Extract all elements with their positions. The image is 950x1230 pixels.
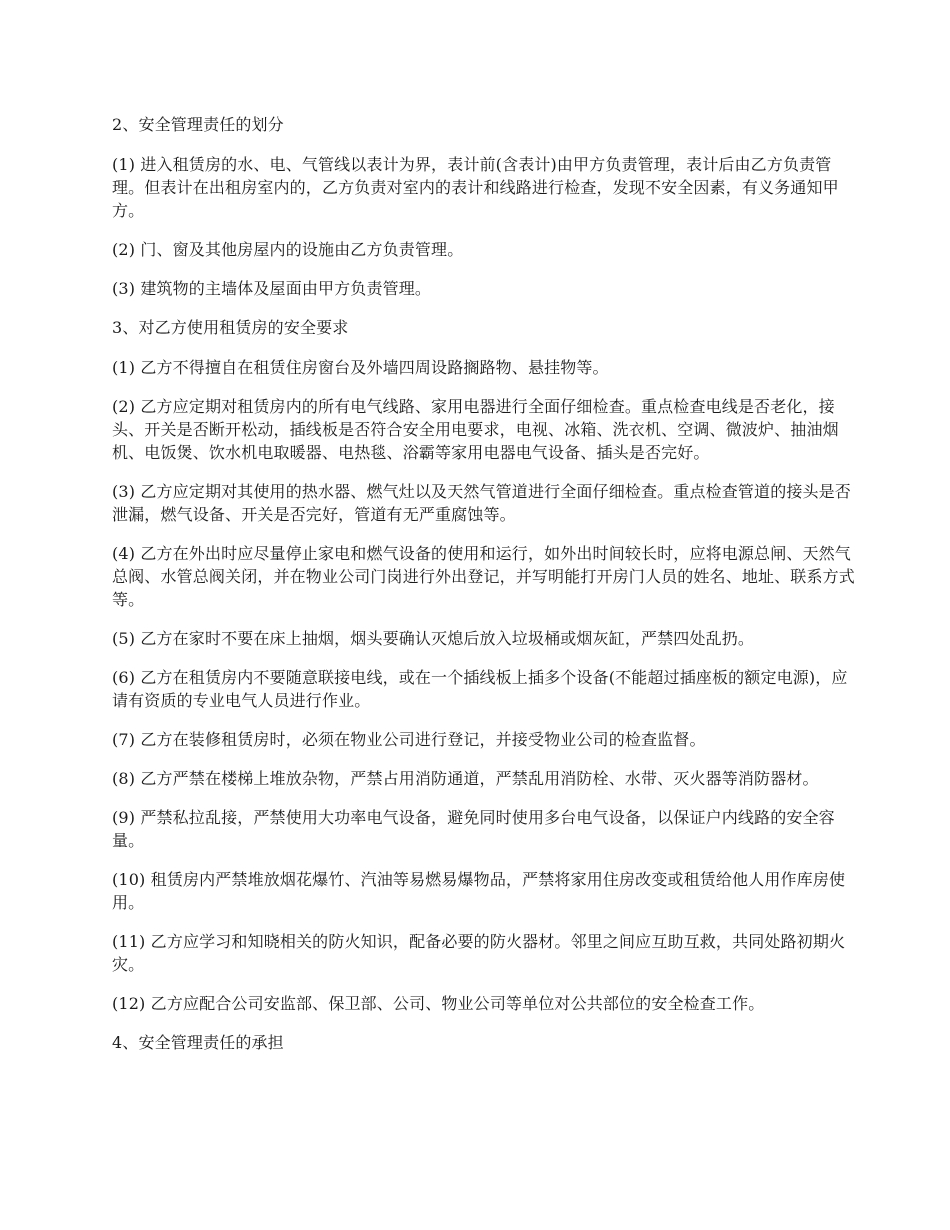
paragraph: (8) 乙方严禁在楼梯上堆放杂物，严禁占用消防通道，严禁乱用消防栓、水带、灭火器等消防器材。 [112,769,819,788]
paragraph: (7) 乙方在装修租赁房时，必须在物业公司进行登记，并接受物业公司的检查监督。 [112,730,706,749]
paragraph: (6) 乙方在租赁房内不要随意联接电线，或在一个插线板上插多个设备(不能超过插座板的额定电源)，应请有资质的专业电气人员进行作业。 [112,668,848,710]
paragraph: (1) 进入租赁房的水、电、气管线以表计为界，表计前(含表计)由甲方负责管理，表计后由乙方负责管理。但表计在出租房室内的，乙方负责对室内的表计和线路进行检查，发现不安全因素，有义务通知甲方。 [112,155,839,220]
paragraph: (10) 租赁房内严禁堆放烟花爆竹、汽油等易燃易爆物品，严禁将家用住房改变或租赁给他人用作库房使用。 [112,870,846,912]
document-page [112,113,857,1071]
paragraph: (2) 乙方应定期对租赁房内的所有电气线路、家用电器进行全面仔细检查。重点检查电线是否老化，接头、开关是否断开松动，插线板是否符合安全用电要求，电视、冰箱、洗衣机、空调、微波炉、抽油烟机、电饭煲、饮水机电取暖器、电热毯、浴霸等家用电器电气设备、插头是否完好。 [112,397,839,462]
paragraph: (4) 乙方在外出时应尽量停止家电和燃气设备的使用和运行，如外出时间较长时，应将电源总闸、天然气总阀、水管总阀关闭，并在物业公司门岗进行外出登记，并写明能打开房门人员的姓名、地址、联系方式等。 [112,544,855,609]
paragraph: (12) 乙方应配合公司安监部、保卫部、公司、物业公司等单位对公共部位的安全检查工作。 [112,994,765,1013]
section-heading: 4、安全管理责任的承担 [112,1033,284,1052]
section-heading: 2、安全管理责任的划分 [112,115,284,134]
paragraph: (5) 乙方在家时不要在床上抽烟，烟头要确认灭熄后放入垃圾桶或烟灰缸，严禁四处乱扔。 [112,629,755,648]
paragraph: (11) 乙方应学习和知晓相关的防火知识，配备必要的防火器材。邻里之间应互助互救，共同处路初期火灾。 [112,932,846,974]
paragraph: (3) 乙方应定期对其使用的热水器、燃气灶以及天然气管道进行全面仔细检查。重点检查管道的接头是否泄漏，燃气设备、开关是否完好，管道有无严重腐蚀等。 [112,482,851,524]
paragraph: (3) 建筑物的主墙体及屋面由甲方负责管理。 [112,279,432,298]
paragraph: (1) 乙方不得擅自在租赁住房窗台及外墙四周设路搁路物、悬挂物等。 [112,358,609,377]
section-heading: 3、对乙方使用租赁房的安全要求 [112,318,349,337]
paragraph: (9) 严禁私拉乱接，严禁使用大功率电气设备，避免同时使用多台电气设备，以保证户内线路的安全容量。 [112,808,835,850]
paragraph: (2) 门、窗及其他房屋内的设施由乙方负责管理。 [112,240,464,259]
